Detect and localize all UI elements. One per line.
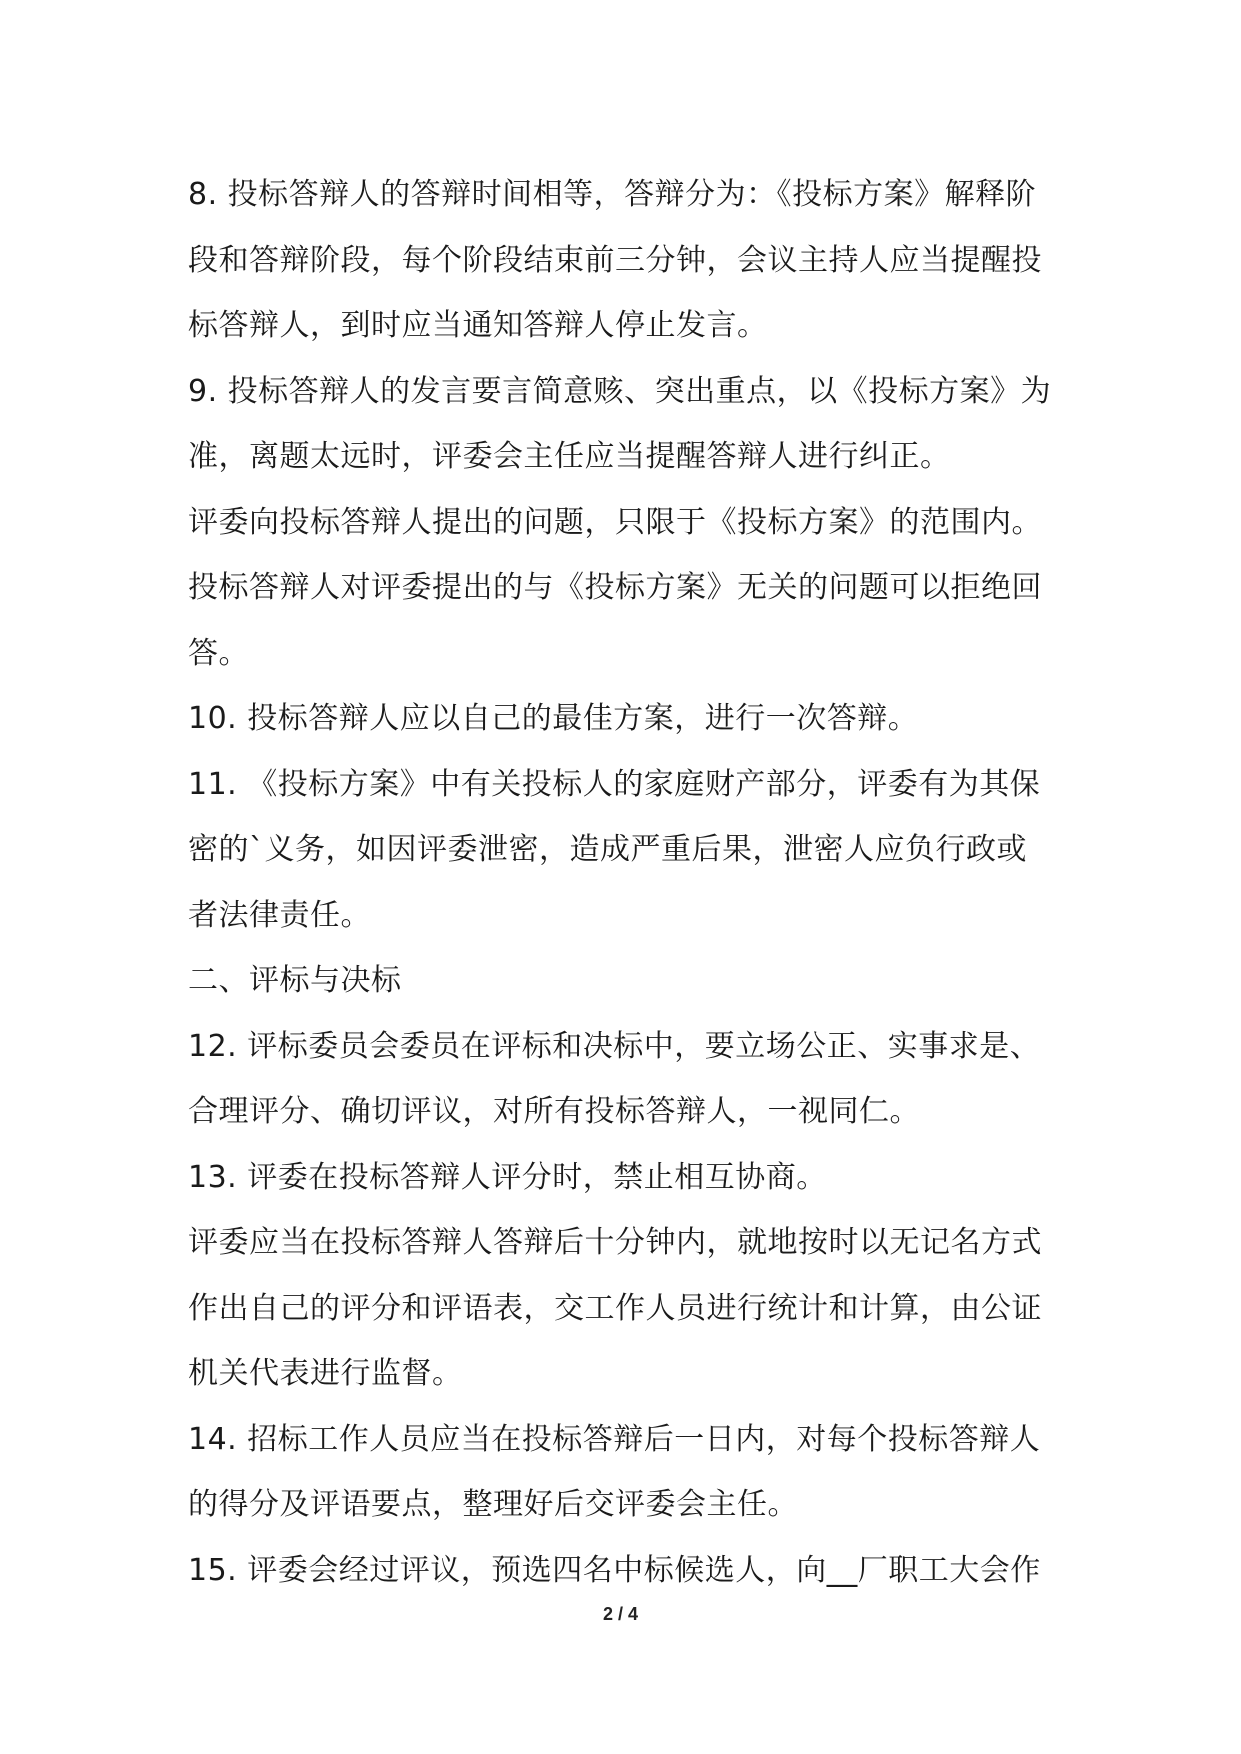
text-line: 9. 投标答辩人的发言要言简意赅、突出重点，以《投标方案》为 bbox=[188, 373, 1052, 409]
text-line: 10. 投标答辩人应以自己的最佳方案，进行一次答辩。 bbox=[188, 701, 919, 736]
text-line: 8. 投标答辩人的答辩时间相等，答辩分为：《投标方案》解释阶 bbox=[188, 177, 1037, 212]
document-body bbox=[188, 162, 1068, 1603]
text-line: 12. 评标委员会委员在评标和决标中，要立场公正、实事求是、 bbox=[188, 1028, 1041, 1064]
text-line: 答。 bbox=[188, 635, 249, 671]
text-line: 者法律责任。 bbox=[188, 897, 371, 933]
text-line: 密的`义务，如因评委泄密，造成严重后果，泄密人应负行政或 bbox=[188, 832, 1027, 867]
text-line: 标答辩人，到时应当通知答辩人停止发言。 bbox=[188, 308, 768, 343]
text-line: 评委应当在投标答辩人答辩后十分钟内，就地按时以无记名方式 bbox=[188, 1225, 1042, 1260]
page-number: 2 / 4 bbox=[602, 1604, 639, 1624]
text-line: 15. 评委会经过评议，预选四名中标候选人，向__厂职工大会作 bbox=[188, 1552, 1041, 1588]
section-heading: 二、评标与决标 bbox=[188, 963, 402, 998]
text-line: 段和答辩阶段，每个阶段结束前三分钟，会议主持人应当提醒投 bbox=[188, 242, 1042, 278]
text-line: 投标答辩人对评委提出的与《投标方案》无关的问题可以拒绝回 bbox=[188, 570, 1042, 605]
text-line: 评委向投标答辩人提出的问题，只限于《投标方案》的范围内。 bbox=[188, 504, 1042, 540]
text-line: 的得分及评语要点，整理好后交评委会主任。 bbox=[188, 1487, 798, 1522]
text-line: 13. 评委在投标答辩人评分时，禁止相互协商。 bbox=[188, 1159, 827, 1195]
text-line: 11. 《投标方案》中有关投标人的家庭财产部分，评委有为其保 bbox=[188, 766, 1041, 802]
text-line: 准，离题太远时，评委会主任应当提醒答辩人进行纠正。 bbox=[188, 439, 951, 474]
text-line: 合理评分、确切评议，对所有投标答辩人，一视同仁。 bbox=[188, 1094, 920, 1129]
text-line: 14. 招标工作人员应当在投标答辩后一日内，对每个投标答辩人 bbox=[188, 1421, 1041, 1457]
text-line: 机关代表进行监督。 bbox=[188, 1356, 463, 1391]
text-line: 作出自己的评分和评语表，交工作人员进行统计和计算，由公证 bbox=[188, 1290, 1042, 1326]
